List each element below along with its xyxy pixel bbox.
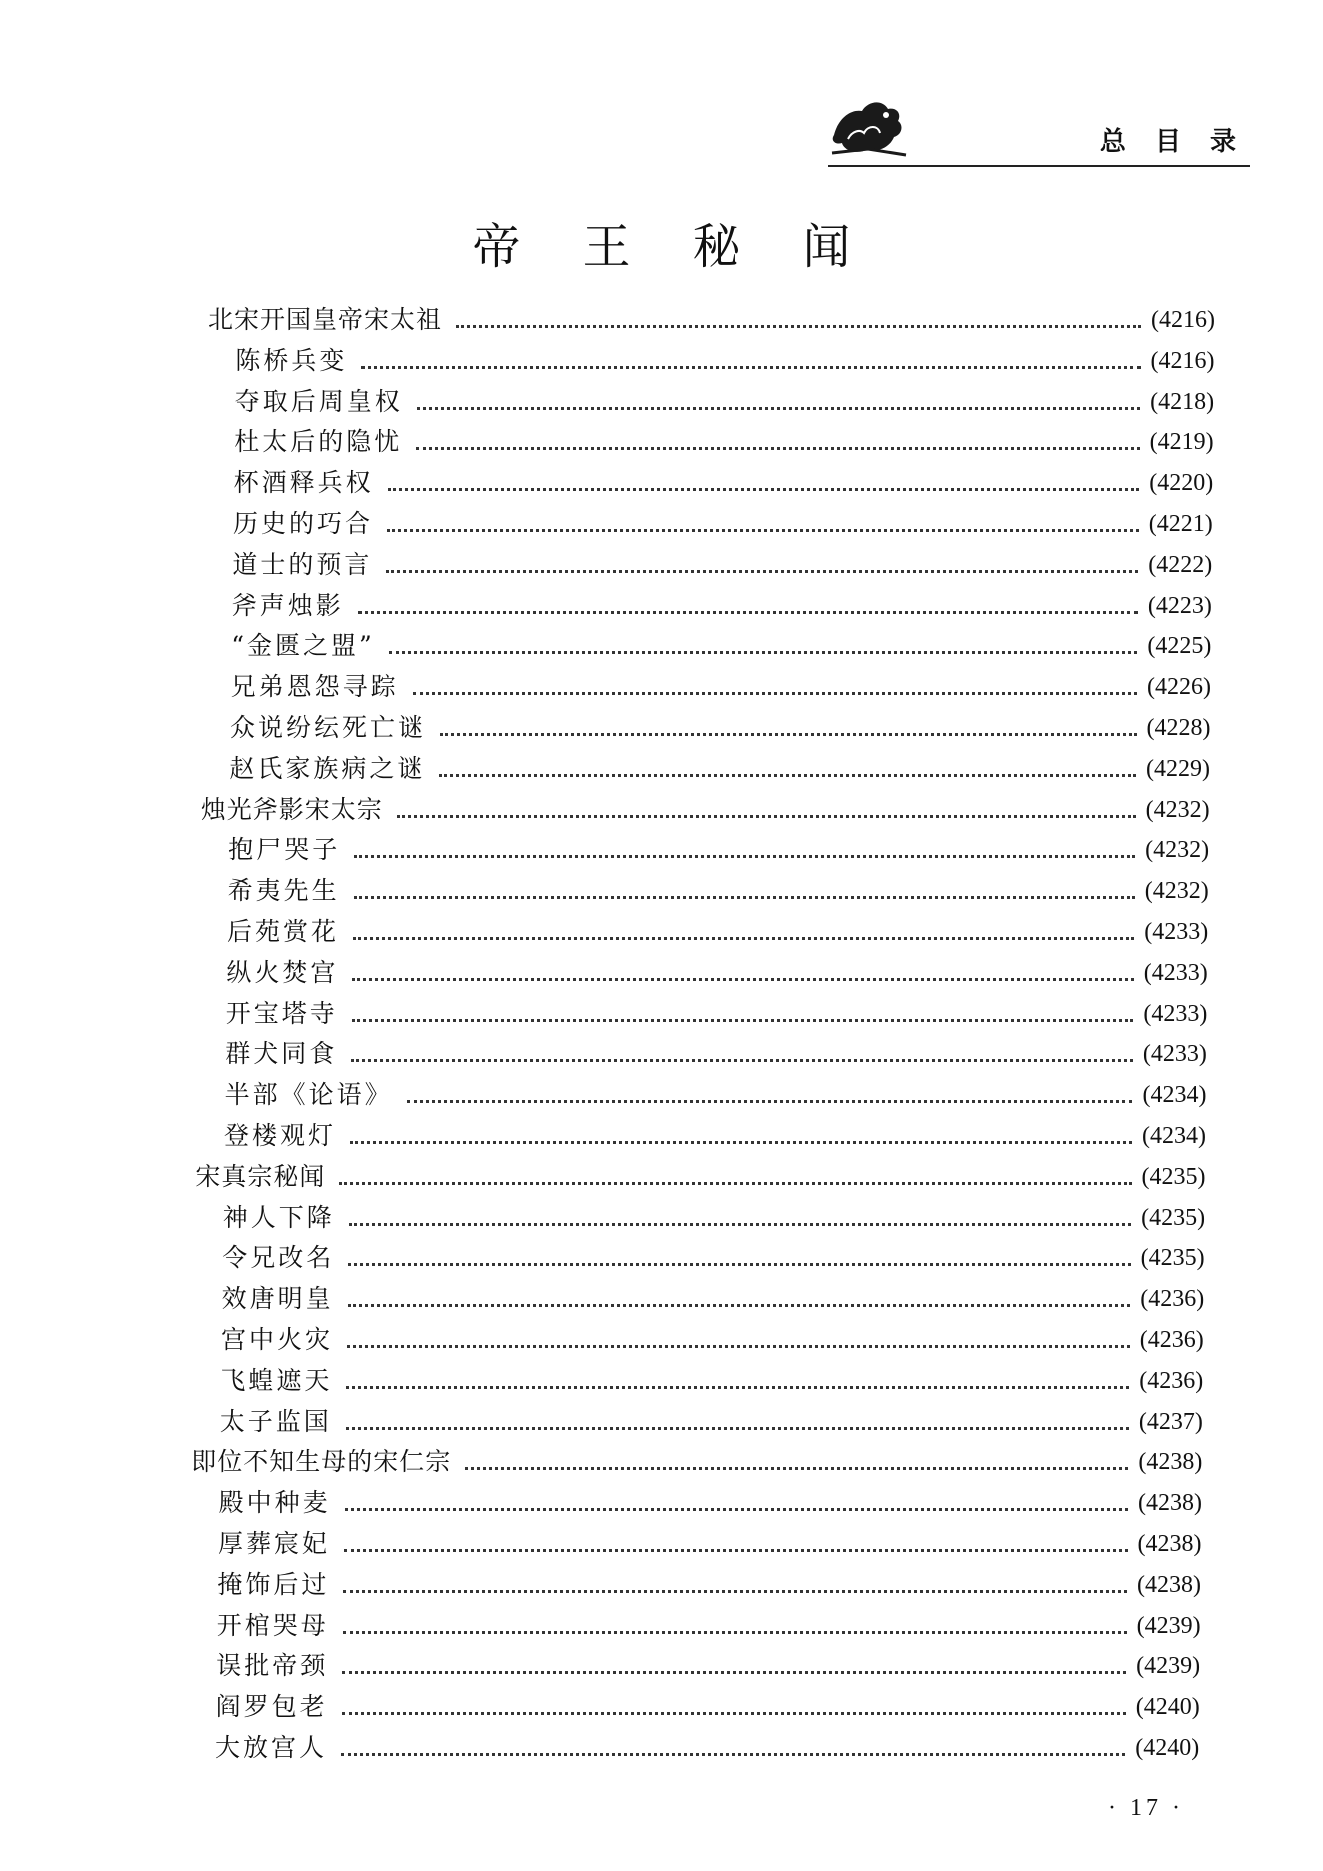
toc-entry-title: 开棺哭母 [216, 1610, 329, 1640]
page-title: 帝王秘闻 [472, 219, 913, 275]
toc-section-row [220, 1402, 1203, 1438]
toc-section-row [222, 1279, 1205, 1315]
dot-leader [341, 1753, 1125, 1756]
section-label: 总 目 录 [1099, 127, 1246, 157]
toc-entry-page: (4235) [1141, 1163, 1206, 1190]
toc-section-row [232, 545, 1212, 581]
toc-entry-page: (4233) [1143, 1000, 1208, 1027]
dot-leader [345, 1508, 1128, 1511]
dot-leader [354, 855, 1135, 858]
toc-entry-page: (4220) [1149, 470, 1214, 497]
toc-chapter-row [208, 300, 1215, 336]
toc-entry-page: (4236) [1139, 1367, 1204, 1394]
toc-section-row [224, 1116, 1206, 1152]
toc-entry-page: (4237) [1138, 1408, 1203, 1435]
toc-section-row [234, 422, 1213, 458]
toc-entry-page: (4234) [1142, 1082, 1207, 1109]
toc-entry-page: (4229) [1146, 755, 1211, 782]
toc-entry-title: 杜太后的隐忧 [234, 427, 403, 457]
dot-leader [348, 1304, 1131, 1307]
toc-section-row [231, 626, 1211, 662]
toc-entry-title: 登楼观灯 [224, 1121, 337, 1150]
toc-entry-page: (4238) [1137, 1571, 1202, 1598]
page-number: · 17 · [1108, 1795, 1184, 1821]
toc-entry-page: (4239) [1136, 1653, 1201, 1680]
dot-leader [342, 1712, 1126, 1715]
toc-entry-page: (4223) [1147, 592, 1212, 619]
toc-section-row [226, 994, 1208, 1030]
dot-leader [440, 733, 1137, 736]
dot-leader [343, 1590, 1127, 1593]
toc-entry-page: (4226) [1146, 674, 1211, 701]
toc-section-row [229, 749, 1210, 785]
toc-section-row [227, 912, 1208, 948]
dot-leader [354, 896, 1135, 899]
toc-entry-page: (4233) [1144, 919, 1209, 945]
toc-entry-title: 烛光斧影宋太宗 [200, 794, 383, 824]
dot-leader [361, 366, 1140, 369]
toc-entry-page: (4236) [1140, 1286, 1205, 1313]
toc-section-row [217, 1565, 1201, 1601]
dot-leader [344, 1549, 1128, 1552]
toc-section-row [230, 708, 1211, 744]
toc-chapter-row [195, 1157, 1205, 1193]
toc-section-row [216, 1687, 1200, 1723]
toc-section-row [222, 1238, 1204, 1274]
dot-leader [456, 325, 1141, 328]
toc-section-row [234, 463, 1214, 499]
toc-entry-page: (4238) [1137, 1490, 1202, 1517]
toc-entry-page: (4216) [1150, 347, 1215, 374]
toc-section-row [232, 586, 1212, 622]
toc-entry-page: (4228) [1146, 715, 1211, 741]
dot-leader [389, 651, 1138, 654]
toc-entry-title: 殿中种麦 [218, 1488, 331, 1518]
toc-section-row [231, 667, 1211, 703]
toc-entry-page: (4235) [1140, 1245, 1205, 1272]
toc-section-row [225, 1034, 1207, 1070]
toc-entry-title: 厚葬宸妃 [218, 1529, 331, 1558]
toc-entry-page: (4240) [1135, 1694, 1200, 1721]
dot-leader [465, 1467, 1128, 1470]
dot-leader [349, 1223, 1131, 1226]
toc-entry-title: 神人下降 [222, 1202, 335, 1232]
toc-entry-title: 后苑赏花 [227, 917, 340, 946]
dot-leader [350, 1141, 1132, 1144]
dot-leader [386, 570, 1138, 573]
toc-entry-title: 掩饰后过 [217, 1569, 330, 1599]
dot-leader [348, 1263, 1130, 1266]
toc-section-row [219, 1483, 1202, 1519]
toc-entry-page: (4232) [1145, 796, 1210, 823]
dot-leader [417, 407, 1140, 410]
toc-section-row [235, 382, 1214, 418]
toc-entry-title: 群犬同食 [225, 1039, 338, 1069]
toc-entry-page: (4238) [1138, 1449, 1203, 1476]
toc-entry-title: 北宋开国皇帝宋太祖 [208, 305, 443, 334]
toc-entry-title: 误批帝颈 [216, 1651, 329, 1681]
toc-entry-title: 杯酒释兵权 [233, 468, 374, 498]
toc-entry-title: 夺取后周皇权 [234, 386, 403, 416]
toc-entry-title: 道士的预言 [232, 549, 373, 579]
toc-entry-page: (4221) [1148, 511, 1213, 537]
dot-leader [407, 1100, 1133, 1103]
toc-chapter-row [191, 1442, 1202, 1478]
toc-section-row [233, 504, 1213, 540]
toc-entry-title: 抱尸哭子 [228, 835, 341, 865]
toc-entry-page: (4225) [1147, 633, 1212, 660]
toc-entry-page: (4235) [1141, 1204, 1206, 1231]
toc-section-row [221, 1320, 1204, 1356]
toc-section-row [225, 1075, 1207, 1111]
dot-leader [413, 692, 1137, 695]
dot-leader [352, 1019, 1134, 1022]
dot-leader [346, 1427, 1129, 1430]
toc-entry-page: (4240) [1135, 1735, 1200, 1761]
dot-leader [397, 815, 1136, 818]
toc-entry-title: 陈桥兵变 [235, 345, 348, 375]
toc-entry-title: “金匮之盟” [231, 631, 375, 661]
dot-leader [347, 1345, 1130, 1348]
toc-entry-title: 效唐明皇 [221, 1284, 334, 1314]
toc-entry-page: (4232) [1145, 837, 1210, 864]
toc-entry-title: 大放宫人 [215, 1733, 328, 1762]
toc-entry-title: 赵氏家族病之谜 [229, 753, 426, 783]
toc-entry-page: (4238) [1137, 1531, 1202, 1557]
toc-entry-title: 历史的巧合 [233, 509, 374, 538]
toc-entry-page: (4234) [1142, 1123, 1206, 1149]
toc-entry-page: (4219) [1149, 429, 1214, 456]
toc-entry-page: (4232) [1144, 878, 1209, 905]
dot-leader [342, 1671, 1126, 1674]
dot-leader [439, 774, 1136, 777]
toc-entry-title: 开宝塔寺 [225, 998, 338, 1028]
toc-entry-title: 斧声烛影 [231, 590, 344, 620]
dot-leader [339, 1182, 1131, 1185]
toc-entry-title: 希夷先生 [227, 876, 340, 906]
toc-entry-page: (4233) [1142, 1041, 1207, 1068]
dot-leader [358, 611, 1138, 614]
toc-section-row [223, 1198, 1205, 1234]
toc-entry-page: (4233) [1143, 959, 1208, 986]
toc-entry-title: 宫中火灾 [221, 1325, 334, 1354]
toc-entry-title: 令兄改名 [222, 1243, 335, 1273]
dot-leader [387, 529, 1139, 532]
toc-section-row [216, 1646, 1200, 1682]
toc-section-row [228, 871, 1209, 907]
toc-entry-title: 纵火焚宫 [226, 957, 339, 987]
toc-entry-title: 飞蝗遮天 [220, 1365, 333, 1395]
dot-leader [351, 1059, 1133, 1062]
toc-section-row [217, 1606, 1201, 1642]
dot-leader [353, 937, 1134, 940]
toc-section-row [228, 830, 1209, 866]
dot-leader [388, 488, 1140, 491]
toc-section-row [215, 1728, 1199, 1764]
toc-entry-page: (4218) [1150, 388, 1215, 415]
toc-chapter-row [201, 790, 1210, 826]
toc-entry-title: 兄弟恩怨寻踪 [230, 672, 399, 702]
toc-entry-title: 即位不知生母的宋仁宗 [191, 1447, 452, 1477]
toc-entry-title: 半部《论语》 [224, 1080, 393, 1110]
dot-leader [416, 447, 1139, 450]
toc-section-row [235, 341, 1214, 377]
dot-leader [352, 978, 1133, 981]
toc-section-row [220, 1361, 1203, 1397]
toc-entry-title: 阎罗包老 [215, 1692, 328, 1722]
toc-entry-page: (4236) [1139, 1327, 1204, 1353]
toc-entry-title: 众说纷纭死亡谜 [230, 713, 427, 742]
toc-section-row [226, 953, 1207, 989]
toc-entry-title: 宋真宗秘闻 [195, 1161, 326, 1191]
toc-entry-title: 太子监国 [219, 1406, 332, 1436]
dot-leader [346, 1386, 1129, 1389]
toc-entry-page: (4239) [1136, 1612, 1201, 1639]
toc-entry-page: (4222) [1148, 551, 1213, 578]
toc-section-row [218, 1524, 1202, 1560]
toc-entry-page: (4216) [1151, 307, 1215, 333]
dot-leader [343, 1631, 1127, 1634]
